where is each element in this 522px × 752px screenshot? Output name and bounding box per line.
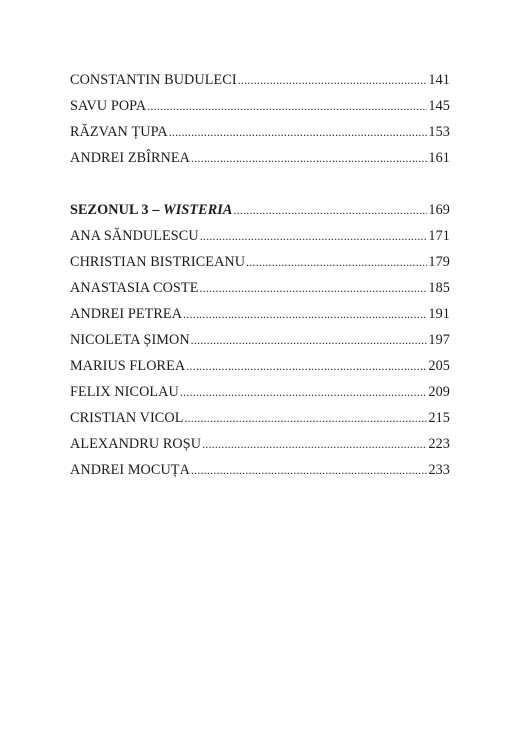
toc-entry-name: CRISTIAN VICOL bbox=[70, 410, 184, 426]
dot-leader bbox=[191, 151, 427, 166]
toc-entry-nicoleta-simon bbox=[70, 332, 450, 358]
toc-entry-name: NICOLETA ȘIMON bbox=[70, 332, 190, 348]
dot-leader bbox=[184, 411, 427, 426]
toc-entry-page: 153 bbox=[428, 124, 450, 140]
toc-entry-anastasia-coste bbox=[70, 280, 450, 306]
toc-entry-name: ANDREI PETREA bbox=[70, 306, 183, 322]
toc-section-heading bbox=[70, 202, 450, 228]
dot-leader bbox=[191, 333, 428, 348]
toc-entry-savu-popa bbox=[70, 98, 450, 124]
toc-entry-cristian-vicol bbox=[70, 410, 450, 436]
toc-entry-name: ANDREI MOCUȚA bbox=[70, 462, 190, 478]
dot-leader bbox=[169, 125, 428, 140]
dot-leader bbox=[147, 99, 427, 114]
toc-entry-name: ANDREI ZBÎRNEA bbox=[70, 150, 191, 166]
toc-entry-page: 161 bbox=[428, 150, 450, 166]
toc-entry-name: ANASTASIA COSTE bbox=[70, 280, 199, 296]
section-heading-name: WISTERIA bbox=[163, 202, 233, 218]
toc-entry-name: SAVU POPA bbox=[70, 98, 147, 114]
toc-entry-page: 197 bbox=[428, 332, 450, 348]
toc-entry-page: 169 bbox=[428, 202, 450, 218]
dot-leader bbox=[199, 281, 427, 296]
toc-entry-ana-sandulescu bbox=[70, 228, 450, 254]
table-of-contents bbox=[70, 72, 450, 488]
dot-leader bbox=[200, 229, 428, 244]
toc-entry-page: 191 bbox=[428, 306, 450, 322]
dot-leader bbox=[246, 255, 427, 270]
dot-leader bbox=[183, 307, 427, 322]
toc-entry-christian-bistriceanu bbox=[70, 254, 450, 280]
toc-entry-name: ALEXANDRU ROȘU bbox=[70, 436, 202, 452]
toc-entry-marius-florea bbox=[70, 358, 450, 384]
dot-leader bbox=[238, 73, 428, 88]
section-heading-title bbox=[70, 202, 232, 219]
toc-entry-razvan-tupa bbox=[70, 124, 450, 150]
section-heading-prefix: SEZONUL 3 – bbox=[70, 202, 164, 218]
dot-leader bbox=[180, 385, 428, 400]
toc-entry-page: 145 bbox=[428, 98, 450, 114]
toc-entry-page: 171 bbox=[428, 228, 450, 244]
toc-entry-name: CONSTANTIN BUDULECI bbox=[70, 72, 237, 88]
toc-entry-name: ANA SĂNDULESCU bbox=[70, 228, 199, 244]
toc-entry-name: FELIX NICOLAU bbox=[70, 384, 179, 400]
toc-entry-name: CHRISTIAN BISTRICEANU bbox=[70, 254, 246, 270]
toc-entry-page: 205 bbox=[428, 358, 450, 374]
toc-entry-name: MARIUS FLOREA bbox=[70, 358, 186, 374]
toc-entry-page: 209 bbox=[428, 384, 450, 400]
dot-leader bbox=[186, 359, 427, 374]
dot-leader bbox=[191, 463, 427, 478]
toc-entry-constantin-buduleci bbox=[70, 72, 450, 98]
toc-entry-felix-nicolau bbox=[70, 384, 450, 410]
toc-entry-page: 233 bbox=[428, 462, 450, 478]
toc-entry-page: 185 bbox=[428, 280, 450, 296]
toc-entry-page: 141 bbox=[428, 72, 450, 88]
dot-leader bbox=[233, 203, 427, 218]
toc-entry-page: 215 bbox=[428, 410, 450, 426]
toc-entry-page: 223 bbox=[428, 436, 450, 452]
section-spacer bbox=[70, 176, 450, 202]
toc-entry-alexandru-rosu bbox=[70, 436, 450, 462]
toc-entry-andrei-mocuta bbox=[70, 462, 450, 488]
toc-entry-name: RĂZVAN ȚUPA bbox=[70, 124, 168, 140]
toc-entry-andrei-zbirnea bbox=[70, 150, 450, 176]
toc-entry-andrei-petrea bbox=[70, 306, 450, 332]
dot-leader bbox=[202, 437, 427, 452]
toc-entry-page: 179 bbox=[428, 254, 450, 270]
